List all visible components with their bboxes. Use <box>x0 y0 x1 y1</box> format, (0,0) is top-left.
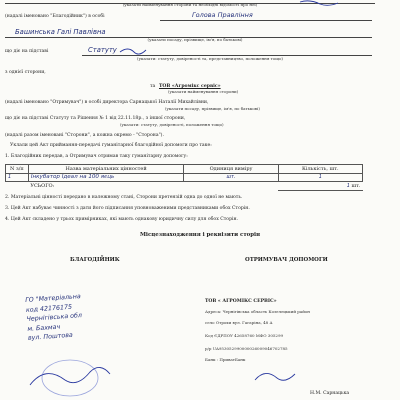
row-unit: шт. <box>184 173 278 182</box>
requisites-title: Місцезнаходження і реквізити сторін <box>139 232 261 238</box>
receiver-line-3: Код ЄДРПОУ 42658760 МФО 305299 <box>205 333 284 338</box>
person-handwritten: Голова Правління <box>192 11 253 19</box>
receiver-company: ТОВ « АГРОМІКС СЕРВІС» <box>205 299 277 304</box>
caption-person: (указати посаду, прізвище, ім'я, по батькові) <box>147 37 243 42</box>
clause-3: 3. Цей Акт набуває чинності з дати його підписання уповноваженими представниками обох Сторін. <box>5 206 250 211</box>
donor-title: БЛАГОДІЙНИК <box>70 257 120 263</box>
row-number: 1 <box>6 173 29 182</box>
party2-line3: що діє на підставі Статуту та Рішення № 1 від 22.11.18р., з іншої сторони, <box>5 116 186 121</box>
basis-signature <box>120 49 146 54</box>
clause-4: 4. Цей Акт складено у трьох примірниках, які мають однакову юридичну силу для обох Сторін. <box>5 217 239 222</box>
donor-hand-line-2: код 42176175 <box>25 303 73 314</box>
receiver-title: ОТРИМУВАЧ ДОПОМОГИ <box>245 257 328 263</box>
donor-hand-line-4: м. Бахмач <box>27 323 61 333</box>
receiver-signature-top <box>300 1 338 5</box>
named-donor-text: (надалі іменовано "Благодійник") в особі <box>5 14 105 19</box>
donor-stamp <box>42 360 98 396</box>
receiver-line-4: р/р UA953052990000026009046702785 <box>205 346 288 351</box>
receiver-line-1: Адреса: Чернігівська область Козелецький район <box>205 309 310 314</box>
receiver-signature <box>255 373 295 380</box>
party2-line2: (надалі іменовано "Отримувач") в особі директора Сарнацької Наталії Михайлівни, <box>5 100 209 105</box>
col-header-unit: Одиниця виміру <box>184 165 278 174</box>
party2-pre: та <box>150 84 156 89</box>
clause-2: 2. Матеріальні цінності передано в належному стані, Сторони претензій одна до одної не мають. <box>5 195 243 200</box>
receiver-line-5: Банк : ПриватБанк <box>205 357 246 362</box>
party2-line4: (надалі разом іменовані "Сторони", а кожна окремо - "Сторона"). <box>5 133 164 138</box>
col-header-qty: Кількість, шт. <box>278 165 362 174</box>
receiver-line-2: село Отрохи вул. Гагаріна, 48 А <box>205 320 273 325</box>
one-side-text: з однієї сторони, <box>5 70 46 75</box>
row-item-name: Інкубатор Ідеал на 100 яєць <box>28 173 184 182</box>
donor-hand-line-1: ГО "Матеріальна <box>25 293 81 304</box>
basis-handwritten: Статуту <box>88 46 117 54</box>
caption-line2: (указати посаду, прізвище, ім'я, по батькові) <box>165 106 260 111</box>
caption-line3: (указати: статуту, довіреності, положення тощо) <box>120 122 224 127</box>
caption-basis: (указати: статуту, довіреності та, представництво, положення тощо) <box>137 56 283 61</box>
basis-text: що діє на підставі <box>5 49 49 54</box>
total-label: УСЬОГО: <box>30 183 55 189</box>
person-name-handwritten: Башинська Галі Павлівна <box>15 28 106 36</box>
donor-hand-line-5: вул. Поштова <box>27 331 74 342</box>
party2-line6: 1. Благодійник передав, а Отримувач отримав таку гуманітарну допомогу: <box>5 154 188 159</box>
party2-line5: Уклали цей Акт приймання-передачі гуманітарної благодійної допомоги про таке: <box>10 143 212 148</box>
donor-hand-line-3: Чернігівська обл <box>26 312 83 323</box>
receiver-signer: Н.М. Сарнацька <box>310 391 350 396</box>
caption-company: (указати найменування сторони) <box>168 89 239 94</box>
total-unit: шт. <box>351 182 361 189</box>
total-value: 1 <box>346 182 350 189</box>
col-header-number: N з/п <box>6 165 29 174</box>
caption-top: (указати найменування сторони та необхідні відомості про неї) <box>122 2 258 7</box>
party2-company: ТОВ «Агромікс сервіс» <box>159 84 221 89</box>
row-qty: 1 <box>278 173 362 182</box>
col-header-name: Назва матеріальних цінностей <box>28 165 184 174</box>
